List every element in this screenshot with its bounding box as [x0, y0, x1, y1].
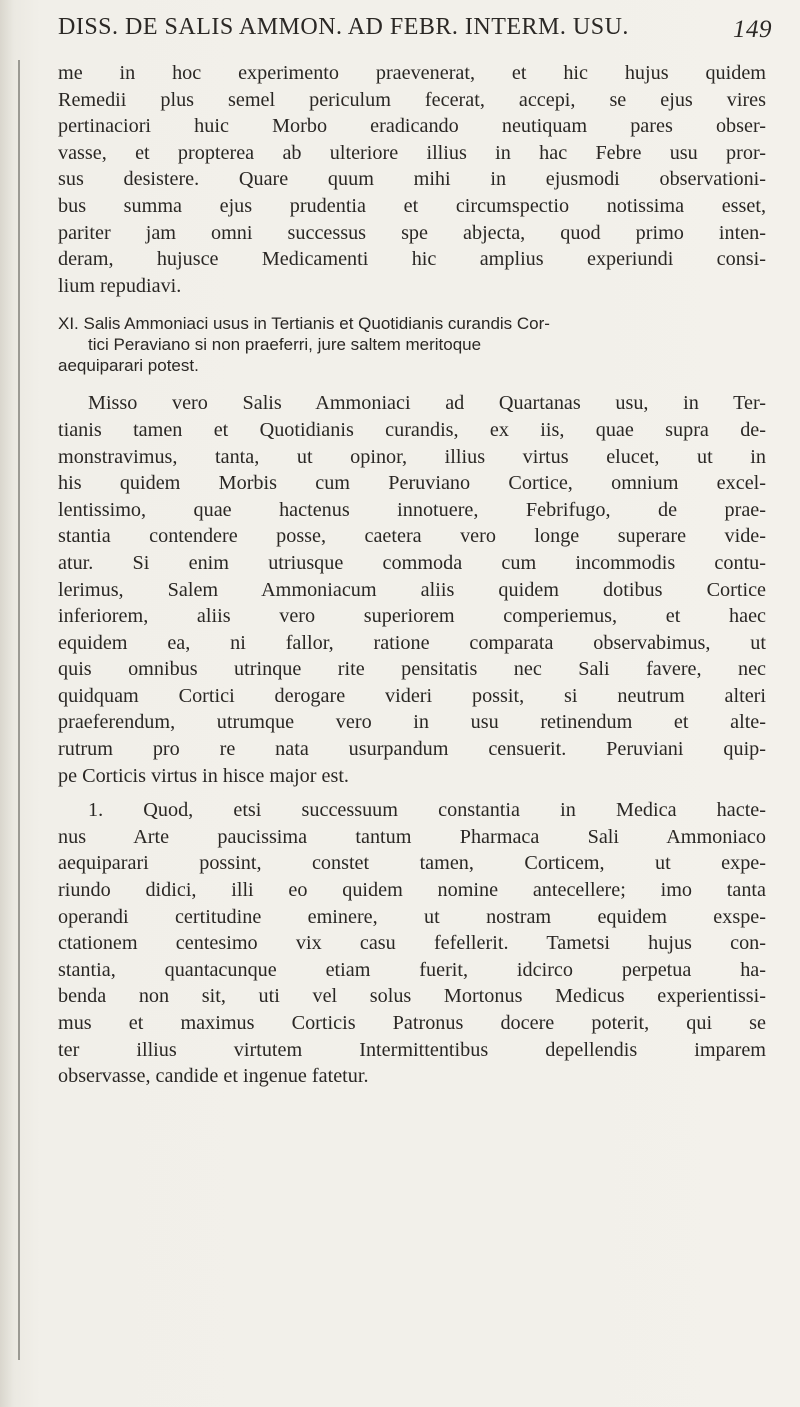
paragraph-3: [58, 797, 766, 1090]
text-line: mus et maximus Corticis Patronus docere poterit, qui se: [58, 1012, 766, 1034]
text-line: tianis tamen et Quotidianis curandis, ex iis, quae supra de-: [58, 418, 766, 441]
paragraph-2: [58, 390, 766, 789]
text-line: bus summa ejus prudentia et circumspectio notissima esset,: [58, 194, 766, 217]
text-line: aequiparari possint, constet tamen, Corticem, ut expe-: [58, 852, 766, 875]
text-line: benda non sit, uti vel solus Mortonus Medicus experientissi-: [58, 985, 766, 1008]
text-line: Misso vero Salis Ammoniaci ad Quartanas usu, in Ter-: [88, 392, 766, 415]
heading-line: aequiparari potest.: [58, 356, 199, 376]
text-line: pertinaciori huic Morbo eradicando neutiquam pares obser-: [58, 115, 766, 138]
text-line: quidquam Cortici derogare videri possit, si neutrum alteri: [58, 684, 766, 707]
text-line: sus desistere. Quare quum mihi in ejusmodi observationi-: [58, 168, 766, 191]
heading-line: XI. Salis Ammoniaci usus in Tertianis et Quotidianis curandis Cor-: [58, 314, 550, 334]
text-line: quis omnibus utrinque rite pensitatis nec Sali favere, nec: [58, 658, 766, 681]
text-line: lium repudiavi.: [58, 274, 182, 297]
page-body: [58, 60, 766, 1090]
text-line: lentissimo, quae hactenus innotuere, Febrifugo, de prae-: [58, 498, 766, 521]
text-line: deram, hujusce Medicamenti hic amplius experiundi consi-: [58, 248, 766, 271]
text-line: atur. Si enim utriusque commoda cum incommodis contu-: [58, 551, 766, 574]
text-line: 1. Quod, etsi successuum constantia in Medica hacte-: [88, 799, 766, 822]
text-line: praeferendum, utrumque vero in usu retinendum et alte-: [58, 711, 766, 734]
text-line: riundo didici, illi eo quidem nomine antecellere; imo tanta: [58, 879, 766, 902]
binding-gutter-shadow: [18, 60, 20, 1360]
text-line: Remedii plus semel periculum fecerat, accepi, se ejus vires: [58, 88, 766, 111]
paragraph-1: [58, 60, 766, 299]
text-line: equidem ea, ni fallor, ratione comparata observabimus, ut: [58, 631, 766, 654]
text-line: monstravimus, tanta, ut opinor, illius virtus elucet, ut in: [58, 445, 766, 468]
text-line: pariter jam omni successus spe abjecta, quod primo inten-: [58, 221, 766, 244]
text-line: lerimus, Salem Ammoniacum aliis quidem dotibus Cortice: [58, 578, 766, 601]
text-line: rutrum pro re nata usurpandum censuerit. Peruviani quip-: [58, 738, 766, 761]
text-line: pe Corticis virtus in hisce major est.: [58, 764, 349, 787]
text-line: vasse, et propterea ab ulteriore illius in hac Febre usu pror-: [58, 141, 766, 164]
text-line: ter illius virtutem Intermittentibus depellendis imparem: [58, 1038, 766, 1061]
text-line: ctationem centesimo vix casu fefellerit. Tametsi hujus con-: [58, 932, 766, 955]
text-line: stantia contendere posse, caetera vero longe superare vide-: [58, 525, 766, 548]
heading-line: tici Peraviano si non praeferri, jure saltem meritoque: [88, 335, 482, 355]
running-title: DISS. DE SALIS AMMON. AD FEBR. INTERM. USU.: [58, 14, 629, 40]
running-header: [58, 14, 778, 41]
text-line: operandi certitudine eminere, ut nostram equidem exspe-: [58, 905, 766, 928]
text-line: observasse, candide et ingenue fatetur.: [58, 1065, 369, 1088]
text-line: me in hoc experimento praevenerat, et hic hujus quidem: [58, 62, 766, 84]
text-line: nus Arte paucissima tantum Pharmaca Sali Ammoniaco: [58, 825, 766, 848]
text-line: inferiorem, aliis vero superiorem comperiemus, et haec: [58, 605, 766, 628]
page-number: 149: [733, 16, 772, 43]
text-line: stantia, quantacunque etiam fuerit, idcirco perpetua ha-: [58, 958, 766, 981]
section-heading-xi: [58, 313, 766, 376]
text-line: his quidem Morbis cum Peruviano Cortice, omnium excel-: [58, 472, 766, 495]
